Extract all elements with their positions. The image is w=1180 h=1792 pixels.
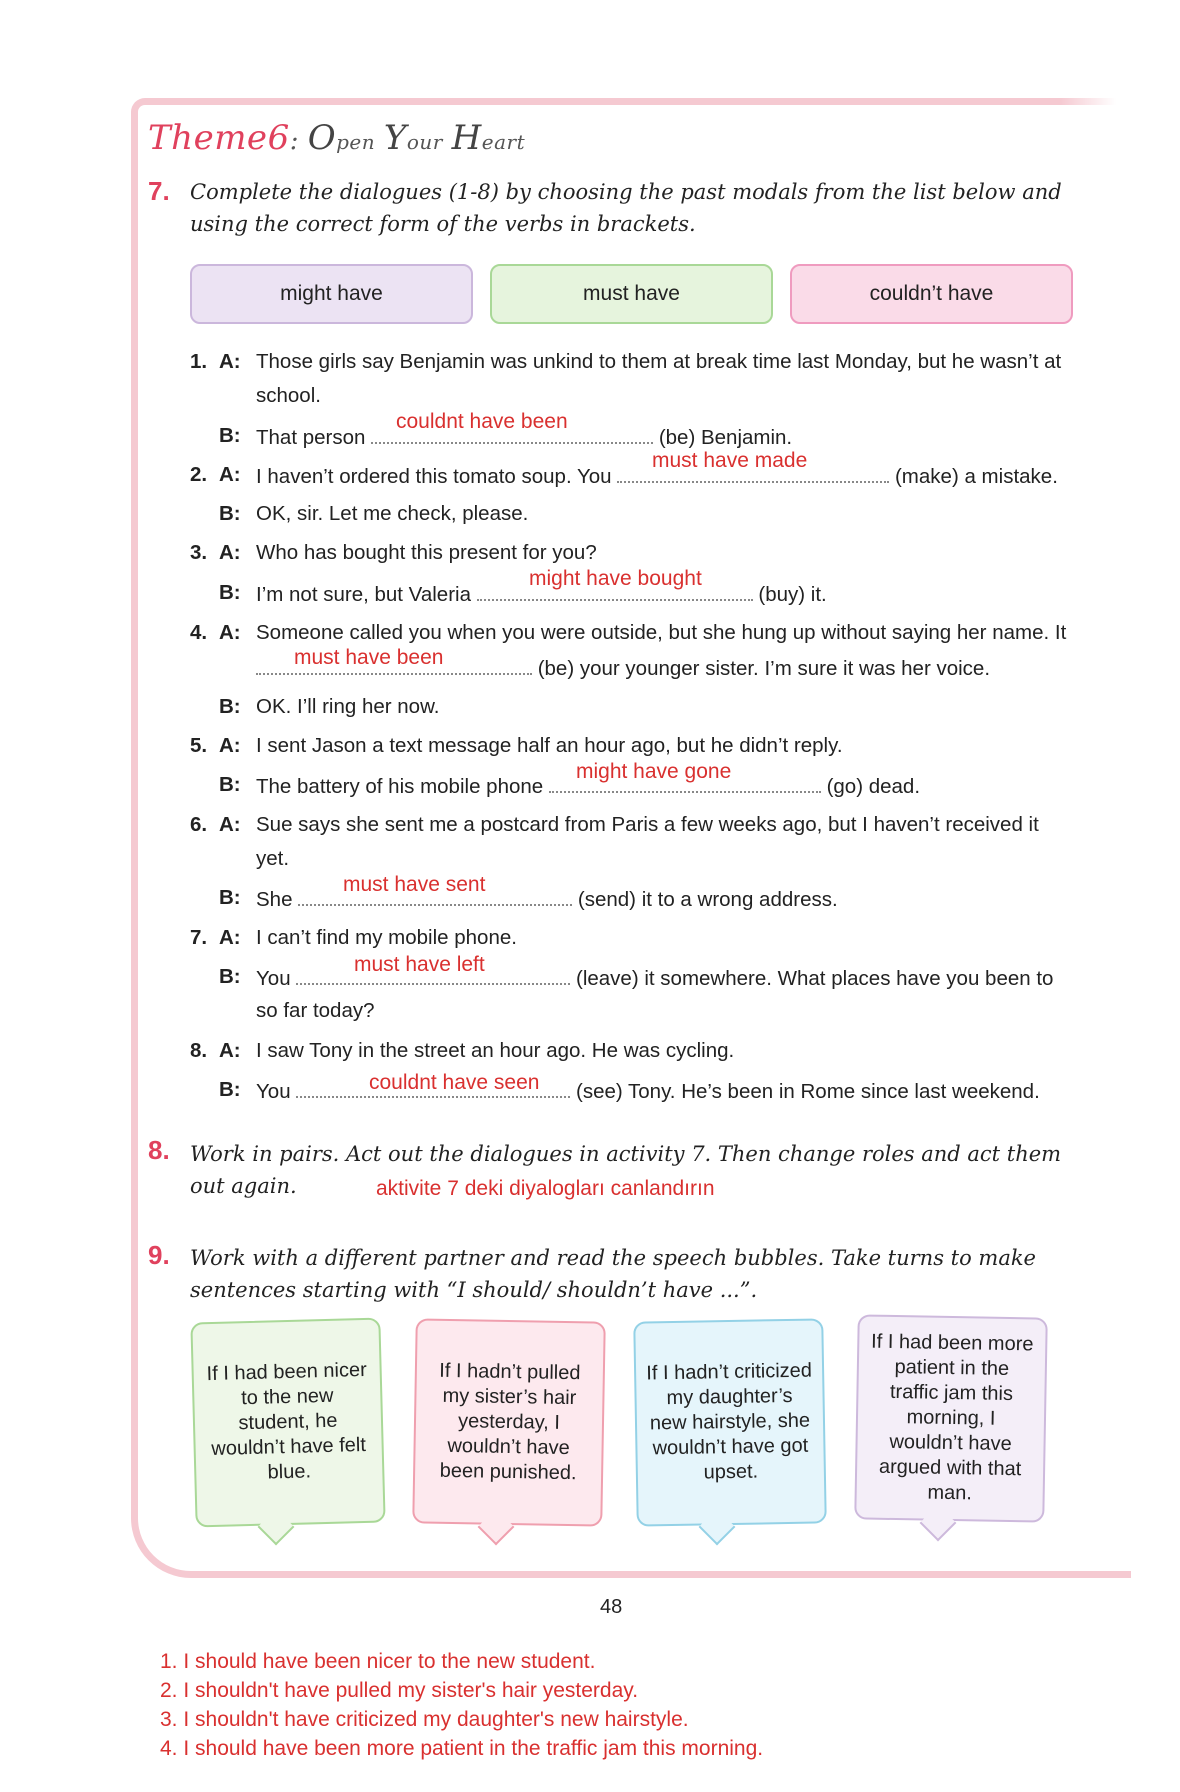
q9-number: 9. <box>148 1240 170 1270</box>
d4-a-text1: Someone called you when you were outside, but she hung up without saying her name. It <box>256 621 1067 644</box>
d1-a-text2: school. <box>256 384 321 407</box>
d2-a-pre: I haven’t ordered this tomato soup. You <box>256 465 612 488</box>
theme-h: H <box>451 118 482 158</box>
d2-number: 2. <box>190 463 208 486</box>
q8-number: 8. <box>148 1135 170 1165</box>
d3-number: 3. <box>190 541 208 564</box>
d4-b-text: OK. I’ll ring her now. <box>256 695 440 718</box>
d2-answer: must have made <box>652 449 808 472</box>
d3-answer: might have bought <box>529 567 702 590</box>
d4-number: 4. <box>190 621 208 644</box>
d5-b-post: (go) dead. <box>826 775 921 798</box>
q7-number: 7. <box>148 176 170 206</box>
d1-number: 1. <box>190 350 208 373</box>
d5-answer: might have gone <box>576 760 732 783</box>
q8-line1: Work in pairs. Act out the dialogues in activity 7. Then change roles and act them <box>190 1142 1062 1166</box>
d2-speaker-b: B: <box>219 502 241 525</box>
d6-b-pre: She <box>256 888 293 911</box>
answer-line-1: 1. I should have been nicer to the new student. <box>160 1650 596 1673</box>
q7-instructions <box>190 176 1062 240</box>
d4-a-post: (be) your younger sister. I’m sure it was her voice. <box>537 657 991 680</box>
page-number: 48 <box>600 1596 623 1618</box>
chip-couldnt-have: couldn’t have <box>790 264 1073 324</box>
d2-a-post: (make) a mistake. <box>894 465 1058 488</box>
d8-b-post: (see) Tony. He’s been in Rome since last weekend. <box>576 1080 1040 1103</box>
d7-answer: must have left <box>354 953 485 976</box>
chip-might-have: might have <box>190 264 473 324</box>
answer-line-3: 3. I shouldn't have criticized my daughter's new hairstyle. <box>160 1708 689 1731</box>
d5-number: 5. <box>190 734 208 757</box>
d6-a-text1: Sue says she sent me a postcard from Paris a few weeks ago, but I haven’t received it <box>256 813 1039 836</box>
q7-line1: Complete the dialogues (1-8) by choosing the past modals from the list below and <box>190 180 1062 204</box>
d6-number: 6. <box>190 813 208 836</box>
d4-speaker-b: B: <box>219 695 241 718</box>
d7-number: 7. <box>190 926 208 949</box>
d8-speaker-a: A: <box>219 1039 241 1062</box>
speech-bubble-2 <box>412 1318 606 1526</box>
d5-a-text: I sent Jason a text message half an hour ago, but he didn’t reply. <box>256 734 843 757</box>
d5-b-pre: The battery of his mobile phone <box>256 775 544 798</box>
d3-speaker-a: A: <box>219 541 241 564</box>
d7-b-text2: so far today? <box>256 999 375 1022</box>
q9-line2: sentences starting with “I should/ shouldn’t have ...”. <box>190 1278 758 1302</box>
d6-speaker-b: B: <box>219 886 241 909</box>
d8-a-text: I saw Tony in the street an hour ago. He was cycling. <box>256 1039 735 1062</box>
theme-eart: eart <box>481 130 526 154</box>
q7-line2: using the correct form of the verbs in brackets. <box>190 212 696 236</box>
theme-title <box>148 118 525 158</box>
d3-b-post: (buy) it. <box>758 583 827 606</box>
d1-a-text1: Those girls say Benjamin was unkind to them at break time last Monday, but he wasn’t at <box>256 350 1062 373</box>
theme-colon: : <box>289 126 299 156</box>
d8-b-pre: You <box>256 1080 291 1103</box>
d3-speaker-b: B: <box>219 581 241 604</box>
answer-line-4: 4. I should have been more patient in the traffic jam this morning. <box>160 1737 764 1760</box>
d1-b-post: (be) Benjamin. <box>658 426 793 449</box>
d7-b-pre: You <box>256 967 291 990</box>
d6-b-post: (send) it to a wrong address. <box>577 888 838 911</box>
answer-line-2: 2. I shouldn't have pulled my sister's hair yesterday. <box>160 1679 639 1702</box>
d7-a-text: I can’t find my mobile phone. <box>256 926 517 949</box>
d7-speaker-a: A: <box>219 926 241 949</box>
theme-o: O <box>307 118 337 158</box>
q8-note: aktivite 7 deki diyalogları canlandırın <box>376 1177 715 1200</box>
d1-b-pre: That person <box>256 426 366 449</box>
bubble-4-text: If I had been more patient in the traffic jam this morning, I wouldn’t have argued with that man. <box>870 1330 1034 1505</box>
q8-line2: out again. <box>190 1174 297 1198</box>
d5-speaker-b: B: <box>219 773 241 796</box>
d6-a-text2: yet. <box>256 847 290 870</box>
bubble-3-text: If I hadn’t criticized my daughter’s new hairstyle, she wouldn’t have got upset. <box>646 1359 813 1484</box>
d3-b-pre: I’m not sure, but Valeria <box>256 583 471 606</box>
q9-instructions <box>190 1242 1036 1306</box>
d6-answer: must have sent <box>343 873 486 896</box>
speech-bubble-1 <box>190 1318 385 1528</box>
d4-answer: must have been <box>294 646 444 669</box>
theme-number: 6 <box>267 118 290 158</box>
d8-answer: couldnt have seen <box>369 1071 540 1094</box>
d7-b-post: (leave) it somewhere. What places have you been to <box>576 967 1054 990</box>
d6-speaker-a: A: <box>219 813 241 836</box>
d8-number: 8. <box>190 1039 208 1062</box>
chip-must-have: must have <box>490 264 773 324</box>
d1-speaker-b: B: <box>219 424 241 447</box>
d1-answer: couldnt have been <box>396 410 568 433</box>
bubble-1-text: If I had been nicer to the new student, he wouldn’t have felt blue. <box>206 1358 367 1484</box>
theme-t: Theme <box>148 118 268 158</box>
theme-our: our <box>406 130 443 154</box>
d5-speaker-a: A: <box>219 734 241 757</box>
d2-b-text: OK, sir. Let me check, please. <box>256 502 529 525</box>
d8-speaker-b: B: <box>219 1078 241 1101</box>
q9-line1: Work with a different partner and read the speech bubbles. Take turns to make <box>190 1246 1036 1270</box>
frame-fade <box>1060 92 1140 112</box>
theme-pen: pen <box>336 130 376 154</box>
d2-speaker-a: A: <box>219 463 241 486</box>
bubble-2-text: If I hadn’t pulled my sister’s hair yesterday, I wouldn’t have been punished. <box>439 1359 581 1485</box>
theme-y: Y <box>383 118 407 158</box>
d3-a-text: Who has bought this present for you? <box>256 541 597 564</box>
d1-speaker-a: A: <box>219 350 241 373</box>
d7-speaker-b: B: <box>219 965 241 988</box>
d4-speaker-a: A: <box>219 621 241 644</box>
speech-bubble-4 <box>854 1314 1048 1522</box>
speech-bubble-3 <box>633 1318 827 1526</box>
